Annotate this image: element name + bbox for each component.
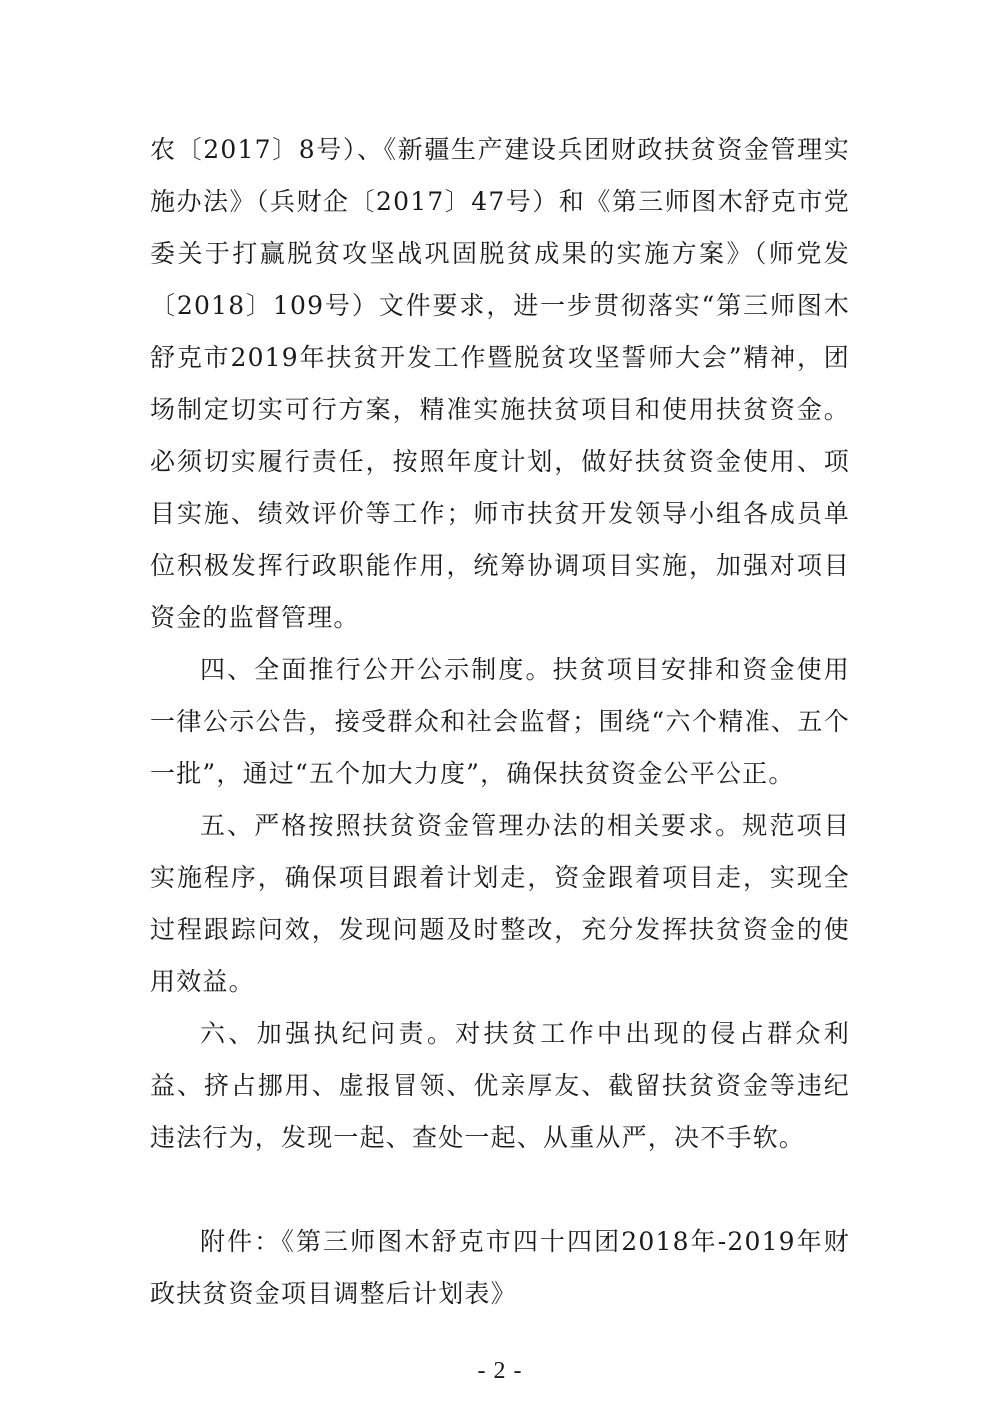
- paragraph-item-4: 四、全面推行公开公示制度。扶贫项目安排和资金使用一律公示公告，接受群众和社会监督；围绕“六个精准、五个一批”，通过“五个加大力度”，确保扶贫资金公平公正。: [150, 655, 850, 788]
- page-number: - 2 -: [477, 1358, 523, 1384]
- paragraph-continuation: 农〔2017〕8号）、《新疆生产建设兵团财政扶贫资金管理实施办法》（兵财企〔2017〕47号）和《第三师图木舒克市党委关于打赢脱贫攻坚战巩固脱贫成果的实施方案》（师党发〔2018〕109号）文件要求，进一步贯彻落实“第三师图木舒克市2019年扶贫开发工作暨脱贫攻坚誓师大会”精神，团场制定切实可行方案，精准实施扶贫项目和使用扶贫资金。必须切实履行责任，按照年度计划，做好扶贫资金使用、项目实施、绩效评价等工作；师市扶贫开发领导小组各成员单位积极发挥行政职能作用，统筹协调项目实施，加强对项目资金的监督管理。: [150, 135, 850, 632]
- paragraph-item-6: 六、加强执纪问责。对扶贫工作中出现的侵占群众利益、挤占挪用、虚报冒领、优亲厚友、截留扶贫资金等违纪违法行为，发现一起、查处一起、从重从严，决不手软。: [150, 1019, 850, 1152]
- document-body: [150, 124, 850, 1320]
- attachment-note: 附件：《第三师图木舒克市四十四团2018年-2019年财政扶贫资金项目调整后计划表》: [150, 1227, 850, 1308]
- paragraph-item-5: 五、严格按照扶贫资金管理办法的相关要求。规范项目实施程序，确保项目跟着计划走，资金跟着项目走，实现全过程跟踪问效，发现问题及时整改，充分发挥扶贫资金的使用效益。: [150, 811, 850, 996]
